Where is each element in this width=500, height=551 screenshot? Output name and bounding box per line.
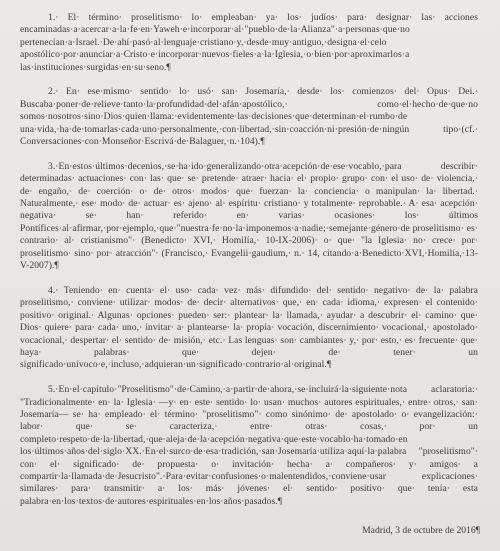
paragraph-3: 3.·En·estos·últimos·decenios,·se·ha·ido·generalizando·otra·acepción·de·ese·vocablo,·para describir· determinadas· actuaciones· con· las· que· se· pretende· atraer· hacia· el· propio· grupo· con· el uso· de· violencia,· de· engaño,· de· coerción· o· de· otros· modos· que· fuerzan· la· conciencia· o manipulan· la· libertad.· Naturalmente,· ese· modo· de· actuar· es· ajeno· al· espíritu· cristiano· y totalmente· reprobable.· A· esa· acepción· negativa· se· han· referido· en· varias· ocasiones· los· últimos Pontífices·al·afirmar,·por·ejemplo,·que·"nuestra·fe·no·la·imponemos·a·nadie;·semejante·género·de proselitismo· es· contrario· al· cristianismo"· (Benedicto· XVI,· Homilía,· 10-IX-2006)· o· que· "la Iglesia· no· crece· por· proselitismo· sino· por· atracción"· (Francisco,· Evangelii·gaudium,· n.· 14, citando·a·Benedicto·XVI,·Homilía,·13-V-2007).¶	[20, 160, 478, 272]
paragraph-5: 5.·En·el·capítulo·"Proselitismo"·de·Camino,·a·partir·de·ahora,·se·incluirá·la·siguiente·nota aclaratoria:· "Tradicionalmente· en· la· Iglesia· —y· en· este· sentido· lo· usan· muchos· autores espirituales,· entre· otros,· san· Josemaría— se· ha· empleado· el· término· "proselitismo"· como sinónimo· de· apostolado· o· evangelización:· labor· que· se· caracteriza,· entre· otras· cosas,· por· un completo·respeto·de·la·libertad,·que·aleja·de·la·acepción·negativa·que·este·vocablo·ha·tomado·en los·últimos·años·del·siglo·XX.·En·el·surco·de·esa·tradición,·san·Josemaría·utiliza·aquí·la·palabra "proselitismo"· con· el· significado· de· propuesta· o· invitación· hecha· a· compañeros· y· amigos· a compartir·la·llamada·de·Jesucristo".·Para·evitar·confusiones·o·malentendidos,·conviene·usar explicaciones· similares· para· transmitir· a· los· más· jóvenes· el· sentido· positivo· que· tenía· esta palabra·en·los·textos·de·autores·espirituales·en·los·años·pasados.¶	[20, 384, 478, 507]
paragraph-1: 1.· El· término· proselitismo· lo· empleaban· ya· los· judíos· para· designar· las· acciones encaminadas·a·acercar·a·la·fe·en·Yaweh·e·incorporar·al·"pueblo·de·la·Alianza"·a·personas·que·no pertenecían·a·Israel.·De·ahí·pasó·al·lenguaje·cristiano·y,·desde·muy·antiguo,·designa·el·celo apostólico·por·anunciar·a·Cristo·e·incorporar·nuevos·fieles·a·la·Iglesia,·o·bien·por·aproximarlos·a las·instituciones·surgidas·en·su·seno.¶	[20, 12, 478, 73]
date-signature: Madrid, 3 de octubre de 2016¶	[362, 525, 480, 536]
paragraph-4: 4.· Teniendo· en· cuenta· el· uso· cada· vez· más· difundido· del· sentido· negativo· de· la· palabra proselitismo,· conviene· utilizar· modos· de· decir· alternativos· que,· en· cada· idioma,· expresen· el contenido· positivo· original.· Algunas· opciones· pueden· ser:· plantear· la· llamada,· ayudar· a descubrir· el· camino· que· Dios· quiere· para· cada· uno,· invitar· a· plantearse· la· propia· vocación, discernimiento· vocacional,· apostolado· vocacional,· despertar· el· sentido· de· misión,· etc.· Las lenguas· son· cambiantes· y,· por· esto,· es· frecuente· que· haya· palabras· que· dejen· de· tener· un significado·unívoco·e,·incluso,·adquieran·un·significado·contrario·al·original.¶	[20, 284, 478, 371]
paragraph-2: 2.· En· ese·mismo· sentido· lo· usó· san· Josemaría,· desde· los· comienzos· del· Opus· Dei.· Buscaba·poner·de·relieve·tanto·la·profundidad·del·afán·apostólico,· como·el·hecho·de·que·no somos·nosotros·sino·Dios·quien·llama:·evidentemente·las·decisiones·que·determinan·el·rumbo·de una·vida,·ha·de·tomarlas·cada·uno·personalmente,·con·libertad,·sin·coacción·ni·presión·de·ningún tipo·(cf.· Conversaciones·con·Monseñor·Escrivá·de·Balaguer,·n.·104).¶	[20, 86, 478, 148]
